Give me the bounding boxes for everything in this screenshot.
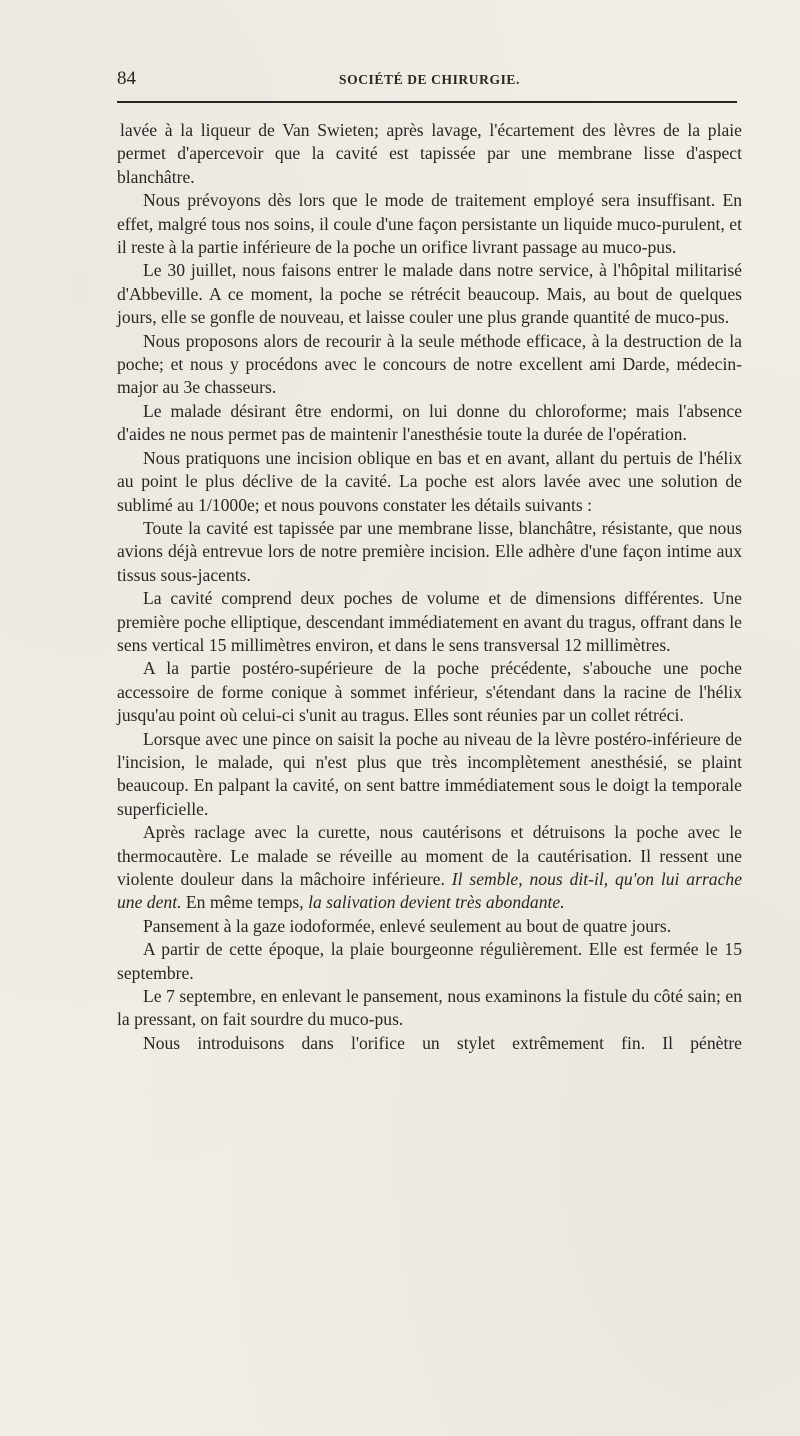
text-span: Après raclage avec la curette, nous cautérisons et détruisons la poche avec le thermocautère. Le malade se réveille au moment de la cautérisation. Il ressent une violente douleur dans la mâchoire inférieure.	[117, 822, 742, 889]
italic-phrase: la salivation devient très abondante.	[308, 892, 565, 913]
paragraph: Nous proposons alors de recourir à la seule méthode efficace, à la destruction de la poche; et nous y procédons avec le concours de notre excellent ami Darde, médecin-major au 3e chasseurs.	[117, 330, 742, 398]
page-header	[117, 68, 737, 94]
paragraph: A la partie postéro-supérieure de la poche précédente, s'abouche une poche accessoire de forme conique à sommet inférieur, s'étendant dans la racine de l'hélix jusqu'au point où celui-ci s'unit au tragus. Elles sont réunies par un collet rétréci.	[117, 658, 742, 726]
paragraph-continued: Nous introduisons dans l'orifice un stylet extrêmement fin. Il pénètre	[143, 1032, 742, 1053]
text-span: En même temps,	[181, 892, 309, 913]
paragraph: Pansement à la gaze iodoformée, enlevé seulement au bout de quatre jours.	[143, 915, 672, 936]
paragraph: Le malade désirant être endormi, on lui donne du chloroforme; mais l'absence d'aides ne nous permet pas de maintenir l'anesthésie toute la durée de l'opération.	[117, 400, 742, 445]
paragraph: Le 7 septembre, en enlevant le pansement, nous examinons la fistule du côté sain; en la pressant, on fait sourdre du muco-pus.	[117, 986, 742, 1030]
paragraph: Nous prévoyons dès lors que le mode de traitement employé sera insuffisant. En effet, malgré tous nos soins, il coule d'une façon persistante un liquide muco-purulent, et il reste à la partie inférieure de la poche un orifice livrant passage au muco-pus.	[117, 190, 742, 258]
paragraph: A partir de cette époque, la plaie bourgeonne régulièrement. Elle est fermée le 15 septembre.	[117, 939, 742, 983]
header-rule	[117, 101, 737, 103]
paragraph: lavée à la liqueur de Van Swieten; après lavage, l'écartement des lèvres de la plaie permet d'apercevoir que la cavité est tapissée par une membrane lisse d'aspect blanchâtre.	[117, 120, 742, 187]
paragraph: Nous pratiquons une incision oblique en bas et en avant, allant du pertuis de l'hélix au point le plus déclive de la cavité. La poche est alors lavée avec une solution de sublimé au 1/1000e; et nous pouvons constater les détails suivants :	[117, 447, 742, 515]
italic-quote: Il semble, nous dit-il, qu'on lui arrache une dent.	[117, 869, 742, 913]
page-number: 84	[117, 68, 136, 89]
body-text	[117, 119, 742, 1055]
paragraph: La cavité comprend deux poches de volume et de dimensions différentes. Une première poche elliptique, descendant immédiatement en avant du tragus, offrant dans le sens vertical 15 millimètres environ, et dans le sens transversal 12 millimètres.	[117, 588, 742, 655]
paragraph: Toute la cavité est tapissée par une membrane lisse, blanchâtre, résistante, que nous avions déjà entrevue lors de notre première incision. Elle adhère d'une façon intime aux tissus sous-jacents.	[117, 517, 742, 585]
running-title: SOCIÉTÉ DE CHIRURGIE.	[339, 72, 521, 87]
paragraph: Le 30 juillet, nous faisons entrer le malade dans notre service, à l'hôpital militarisé d'Abbeville. A ce moment, la poche se rétrécit beaucoup. Mais, au bout de quelques jours, elle se gonfle de nouveau, et laisse couler une plus grande quantité de muco-pus.	[117, 260, 742, 328]
paragraph-mixed	[117, 821, 742, 915]
paragraph: Lorsque avec une pince on saisit la poche au niveau de la lèvre postéro-inférieure de l'incision, le malade, qui n'est plus que très incomplètement anesthésié, se plaint beaucoup. En palpant la cavité, on sent battre immédiatement sous le doigt la temporale superficielle.	[117, 728, 742, 819]
